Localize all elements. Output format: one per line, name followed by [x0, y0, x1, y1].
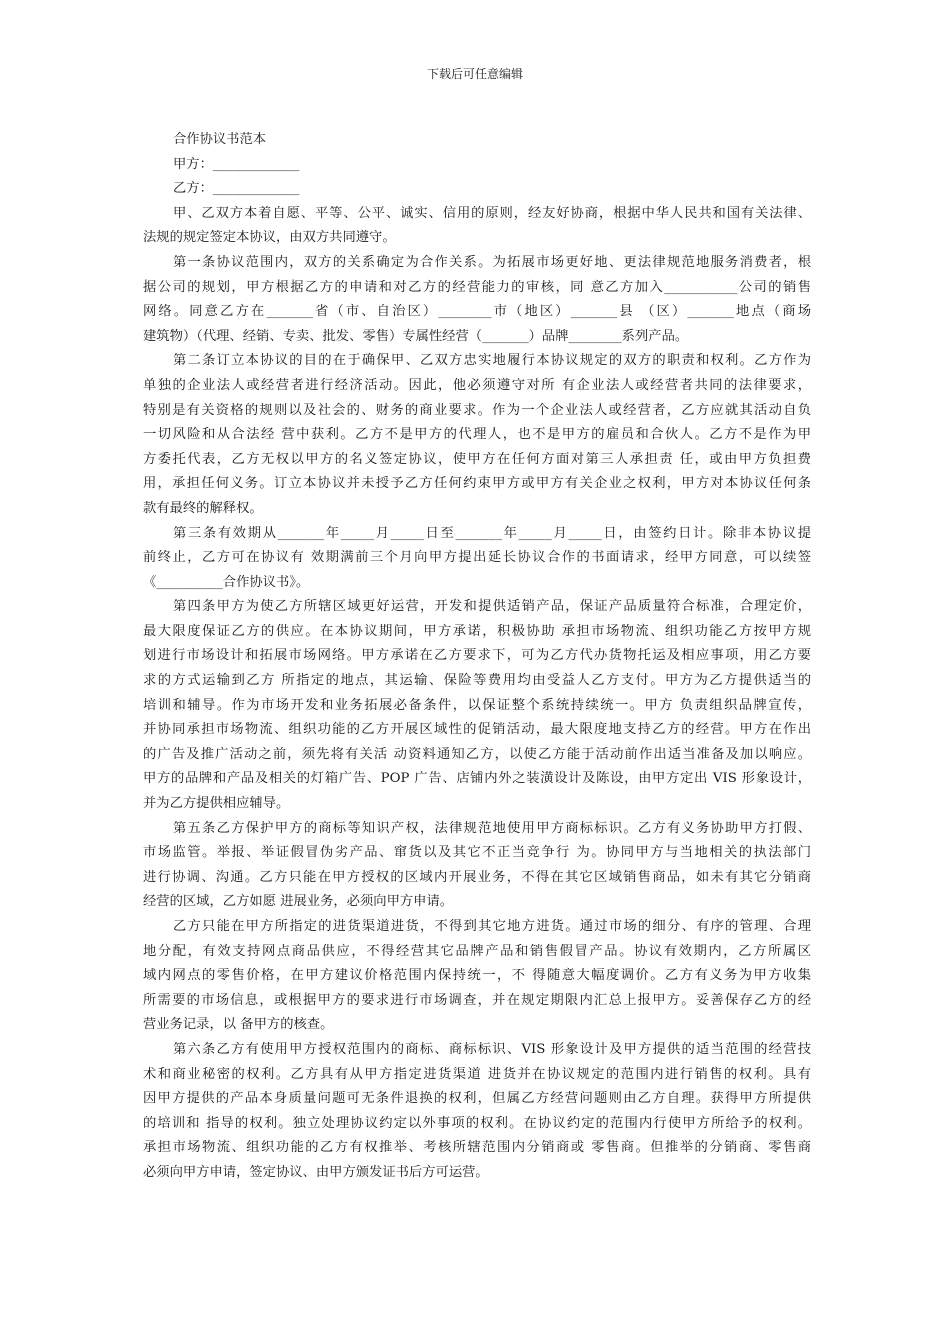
paragraph-line: 款有最终的解释权。: [143, 500, 263, 516]
paragraph-line: 必须向甲方申请，签定协议、由甲方颁发证书后方可运营。: [143, 1164, 489, 1180]
paragraph-line: 最大限度保证乙方的供应。在本协议期间，甲方承诺，积极协助 承担市场物流、组织功能乙方按甲方规: [143, 623, 811, 639]
paragraph-line: 因甲方提供的产品本身质量问题可无条件退换的权利，但属乙方经营问题则由乙方自理。获得甲方所提供: [143, 1091, 811, 1107]
paragraph: [143, 522, 811, 596]
paragraph: [143, 817, 811, 915]
paragraph-line: 求的方式运输到乙方 所指定的地点，其运输、保险等费用均由受益人乙方支付。甲方为乙方提供适当的: [143, 673, 811, 689]
paragraph-line: 地分配，有效支持网点商品供应，不得经营其它品牌产品和销售假冒产品。协议有效期内，乙方所属区: [143, 943, 811, 959]
page-header: [0, 66, 950, 82]
paragraph-line: 特别是有关资格的规则以及社会的、财务的商业要求。作为一个企业法人或经营者，乙方应就其活动自负: [143, 402, 811, 418]
paragraph: [143, 202, 811, 251]
paragraph-line: 并协同承担市场物流、组织功能的乙方开展区域性的促销活动，最大限度地支持乙方的经营。甲方在作出: [143, 722, 811, 738]
header-note: 下载后可任意编辑: [426, 67, 523, 81]
paragraph-line: 用，承担任何义务。订立本协议并未授予乙方任何约束甲方或甲方有关企业之权利，甲方对本协议任何条: [143, 476, 811, 492]
paragraph: [143, 349, 811, 521]
paragraph: [143, 915, 811, 1038]
paragraph-line: 《__________合作协议书》。: [143, 574, 310, 590]
paragraph-line: 营业务记录，以 备甲方的核查。: [143, 1017, 334, 1033]
paragraph-line: 网络。同意乙方在_______省（市、自治区）________市（地区）_______县 （区）_______地点（商场: [143, 304, 811, 320]
paragraph-line: 第一条协议范围内，双方的关系确定为合作关系。为拓展市场更好地、更法律规范地服务消费者，根: [173, 254, 811, 270]
paragraph-line: 的培训和 指导的权利。独立处理协议约定以外事项的权利。在协议约定的范围内行使甲方所给予的权利。: [143, 1115, 811, 1131]
paragraph-line: 并为乙方提供相应辅导。: [143, 796, 290, 812]
party-a-line: 甲方：_____________: [173, 156, 300, 172]
paragraph-line: 承担市场物流、组织功能的乙方有权推举、考核所辖范围内分销商或 零售商。但推举的分销商、零售商: [143, 1140, 811, 1156]
paragraph-line: 划进行市场设计和拓展市场网络。甲方承诺在乙方要求下，可为乙方代办货物托运及相应事项，用乙方要: [143, 648, 811, 664]
paragraph: [143, 1038, 811, 1186]
paragraph-line: 进行协调、沟通。乙方只能在甲方授权的区域内开展业务，不得在其它区域销售商品，如未有其它分销商: [143, 869, 811, 885]
paragraph-line: 甲方的品牌和产品及相关的灯箱广告、POP 广告、店铺内外之装潢设计及陈设，由甲方定出 VIS 形象设计，: [143, 771, 811, 787]
paragraph-line: 建筑物）（代理、经销、专卖、批发、零售）专属性经营（_______）品牌________系列产品。: [143, 328, 689, 344]
paragraph-line: 的广告及推广活动之前，须先将有关活 动资料通知乙方，以使乙方能于活动前作出适当准备及加以响应。: [143, 746, 811, 762]
paragraph-line: 域内网点的零售价格，在甲方建议价格范围内保持统一，不 得随意大幅度调价。乙方有义务为甲方收集: [143, 968, 811, 984]
paragraph-list: [143, 202, 811, 1186]
paragraph-line: 经营的区域，乙方如愿 进展业务，必须向甲方申请。: [143, 894, 454, 910]
document-body: [143, 128, 811, 1186]
paragraph-line: 一切风险和从合法经 营中获利。乙方不是甲方的代理人，也不是甲方的雇员和合伙人。乙方不是作为甲: [143, 427, 811, 443]
paragraph-line: 单独的企业法人或经营者进行经济活动。因此，他必须遵守对所 有企业法人或经营者共同的法律要求，: [143, 377, 811, 393]
paragraph-line: 市场监管。举报、举证假冒伪劣产品、窜货以及其它不正当竞争行 为。协同甲方与当地相关的执法部门: [143, 845, 811, 861]
paragraph-line: 术和商业秘密的权利。乙方具有从甲方指定进货渠道 进货并在协议规定的范围内进行销售的权利。具有: [143, 1066, 811, 1082]
paragraph-line: 甲、乙双方本着自愿、平等、公平、诚实、信用的原则，经友好协商，根据中华人民共和国有关法律、: [173, 205, 811, 221]
paragraph-line: 培训和辅导。作为市场开发和业务拓展必备条件，以保证整个系统持续统一。甲方 负责组织品牌宣传，: [143, 697, 811, 713]
paragraph: [143, 251, 811, 349]
party-b-line: 乙方：_____________: [173, 181, 300, 197]
paragraph-line: 方委托代表，乙方无权以甲方的名义签定协议，使甲方在任何方面对第三人承担责 任，或由甲方负担费: [143, 451, 811, 467]
paragraph-line: 所需要的市场信息，或根据甲方的要求进行市场调查，并在规定期限内汇总上报甲方。妥善保存乙方的经: [143, 992, 811, 1008]
paragraph-line: 第三条有效期从_______年_____月_____日至_______年_____月_____日，由签约日计。除非本协议提: [173, 525, 811, 541]
paragraph-line: 乙方只能在甲方所指定的进货渠道进货，不得到其它地方进货。通过市场的细分、有序的管理、合理: [173, 919, 811, 934]
paragraph-line: 前终止，乙方可在协议有 效期满前三个月向甲方提出延长协议合作的书面请求，经甲方同意，可以续签: [143, 550, 811, 566]
document-title: 合作协议书范本: [173, 132, 267, 147]
paragraph-line: 第六条乙方有使用甲方授权范围内的商标、商标标识、VIS 形象设计及甲方提供的适当范围的经营技: [173, 1041, 811, 1057]
paragraph-line: 法规的规定签定本协议，由双方共同遵守。: [143, 230, 396, 246]
paragraph-line: 据公司的规划，甲方根据乙方的申请和对乙方的经营能力的审核，同 意乙方加入___________公司的销售: [143, 279, 811, 295]
paragraph-line: 第五条乙方保护甲方的商标等知识产权，法律规范地使用甲方商标标识。乙方有义务协助甲方打假、: [173, 820, 811, 836]
paragraph: [143, 595, 811, 816]
paragraph-line: 第二条订立本协议的目的在于确保甲、乙双方忠实地履行本协议规定的双方的职责和权利。乙方作为: [173, 353, 811, 369]
paragraph-line: 第四条甲方为使乙方所辖区域更好运营，开发和提供适销产品，保证产品质量符合标准，合理定价，: [173, 599, 811, 615]
